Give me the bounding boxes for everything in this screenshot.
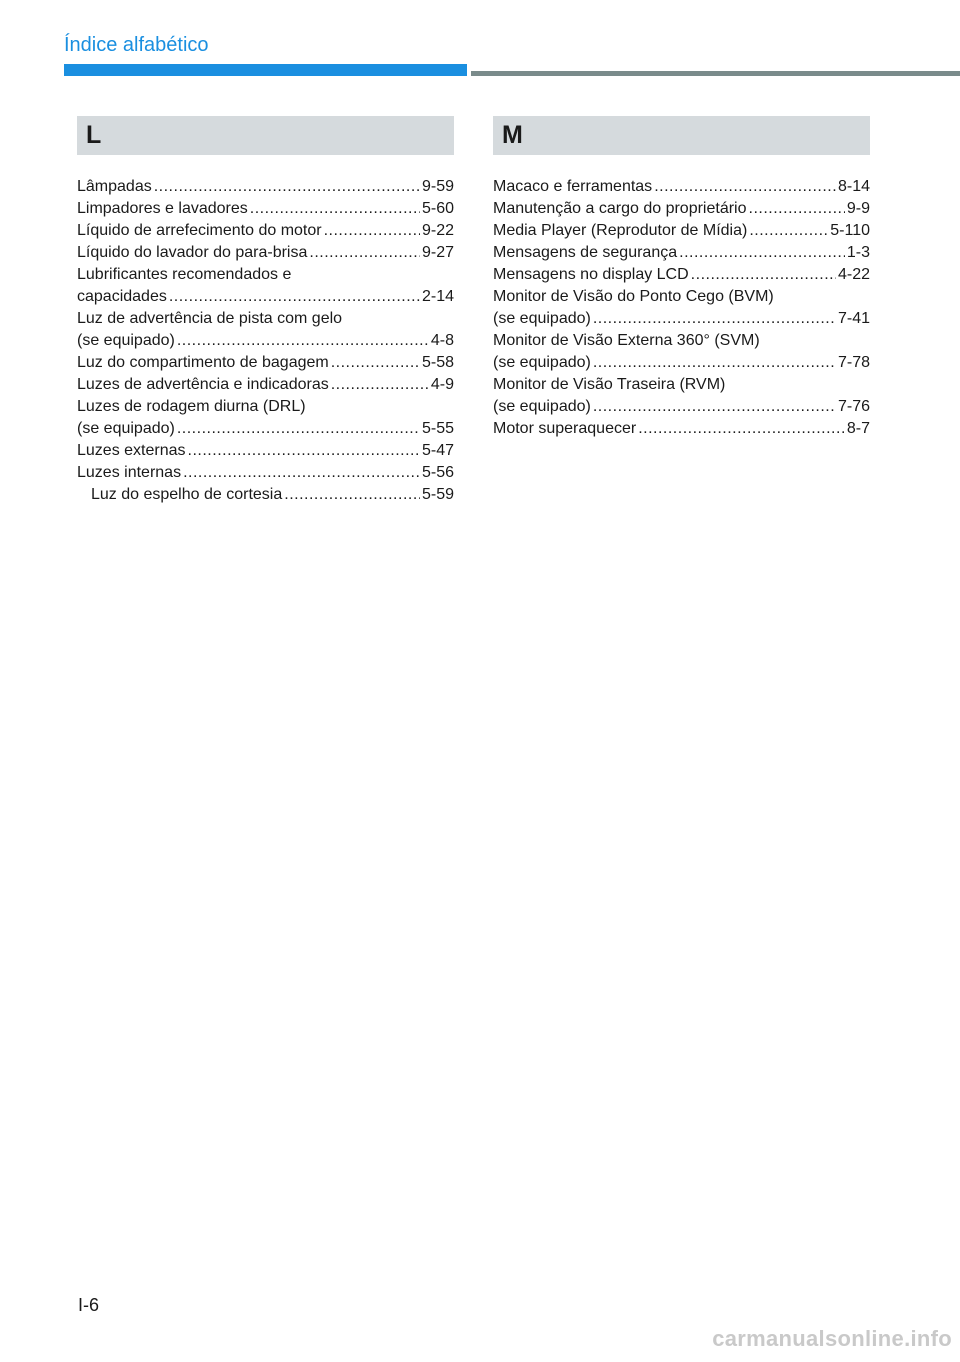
index-entry-multiline[interactable] — [77, 264, 454, 308]
index-entry[interactable] — [493, 418, 870, 440]
entry-page: 7-76 — [837, 398, 870, 415]
entry-name: Luz do espelho de cortesia — [91, 486, 283, 503]
entry-name: capacidades — [77, 288, 167, 305]
entry-name-line1: Monitor de Visão Traseira (RVM) — [493, 376, 726, 393]
entry-page: 5-55 — [421, 420, 454, 437]
entry-name: Líquido do lavador do para-brisa — [77, 244, 308, 261]
section-l — [77, 116, 454, 506]
entry-name: Limpadores e lavadores — [77, 200, 248, 217]
leader-dots — [331, 352, 420, 374]
entry-name: Líquido de arrefecimento do motor — [77, 222, 322, 239]
entry-name: (se equipado) — [493, 354, 591, 371]
header-rule-accent — [64, 64, 467, 76]
entry-page: 1-3 — [846, 244, 870, 261]
leader-dots — [638, 418, 845, 440]
entry-name: Lâmpadas — [77, 178, 152, 195]
leader-dots — [309, 242, 420, 264]
index-entries-m — [493, 176, 870, 440]
section-heading-l — [77, 116, 454, 155]
index-entry[interactable] — [77, 176, 454, 198]
index-entries-l — [77, 176, 454, 506]
section-heading-m — [493, 116, 870, 155]
entry-page: 5-58 — [421, 354, 454, 371]
index-entry[interactable] — [77, 198, 454, 220]
header-rule — [471, 71, 960, 76]
header-title: Índice alfabético — [64, 34, 209, 56]
watermark: carmanualsonline.info — [712, 1326, 952, 1351]
section-letter: L — [86, 121, 102, 149]
entry-page: 2-14 — [421, 288, 454, 305]
leader-dots — [169, 286, 420, 308]
index-entry[interactable] — [77, 440, 454, 462]
entry-page: 4-8 — [430, 332, 454, 349]
entry-page: 5-110 — [830, 222, 870, 239]
section-m — [493, 116, 870, 440]
entry-page: 4-9 — [430, 376, 454, 393]
entry-page: 7-41 — [837, 310, 870, 327]
entry-page: 5-60 — [421, 200, 454, 217]
index-entry[interactable] — [493, 264, 870, 286]
leader-dots — [177, 418, 420, 440]
leader-dots — [679, 242, 845, 264]
leader-dots — [749, 220, 828, 242]
index-entry[interactable] — [493, 220, 870, 242]
entry-page: 8-14 — [837, 178, 870, 195]
entry-name: Macaco e ferramentas — [493, 178, 653, 195]
entry-page: 5-59 — [421, 486, 454, 503]
entry-name: Media Player (Reprodutor de Mídia) — [493, 222, 748, 239]
leader-dots — [183, 462, 420, 484]
leader-dots — [188, 440, 420, 462]
leader-dots — [593, 396, 836, 418]
entry-name: Manutenção a cargo do proprietário — [493, 200, 747, 217]
index-entry-multiline[interactable] — [77, 396, 454, 440]
entry-page: 9-9 — [846, 200, 870, 217]
entry-page: 5-47 — [421, 442, 454, 459]
entry-page: 9-22 — [421, 222, 454, 239]
entry-name: (se equipado) — [493, 398, 591, 415]
entry-name: (se equipado) — [77, 420, 175, 437]
entry-name: Luz do compartimento de bagagem — [77, 354, 329, 371]
leader-dots — [284, 484, 420, 506]
leader-dots — [324, 220, 420, 242]
leader-dots — [331, 374, 429, 396]
leader-dots — [654, 176, 836, 198]
entry-page: 9-59 — [421, 178, 454, 195]
index-entry[interactable] — [493, 242, 870, 264]
index-entry-multiline[interactable] — [493, 374, 870, 418]
entry-name-line1: Luzes de rodagem diurna (DRL) — [77, 398, 306, 415]
leader-dots — [593, 352, 836, 374]
entry-name-line1: Lubrificantes recomendados e — [77, 266, 292, 283]
entry-name-line1: Monitor de Visão do Ponto Cego (BVM) — [493, 288, 774, 305]
leader-dots — [250, 198, 420, 220]
leader-dots — [154, 176, 420, 198]
entry-page: 9-27 — [421, 244, 454, 261]
leader-dots — [749, 198, 845, 220]
entry-name: Mensagens de segurança — [493, 244, 678, 261]
entry-name: Luzes de advertência e indicadoras — [77, 376, 329, 393]
index-entry[interactable] — [77, 242, 454, 264]
index-subentry[interactable] — [77, 484, 454, 506]
entry-page: 7-78 — [837, 354, 870, 371]
entry-page: 4-22 — [837, 266, 870, 283]
leader-dots — [177, 330, 429, 352]
entry-name: (se equipado) — [493, 310, 591, 327]
index-entry-multiline[interactable] — [493, 286, 870, 330]
index-entry[interactable] — [493, 176, 870, 198]
index-entry[interactable] — [77, 220, 454, 242]
entry-name-line1: Luz de advertência de pista com gelo — [77, 310, 343, 327]
index-entry[interactable] — [493, 198, 870, 220]
index-entry-multiline[interactable] — [77, 308, 454, 352]
index-entry-multiline[interactable] — [493, 330, 870, 374]
entry-name: Luzes externas — [77, 442, 186, 459]
entry-page: 8-7 — [846, 420, 870, 437]
page-number: I-6 — [78, 1295, 100, 1315]
entry-name: Motor superaquecer — [493, 420, 637, 437]
entry-name: Luzes internas — [77, 464, 182, 481]
entry-page: 5-56 — [421, 464, 454, 481]
entry-name-line1: Monitor de Visão Externa 360° (SVM) — [493, 332, 760, 349]
leader-dots — [691, 264, 836, 286]
index-entry[interactable] — [77, 374, 454, 396]
leader-dots — [593, 308, 836, 330]
section-letter: M — [502, 121, 523, 149]
entry-name: Mensagens no display LCD — [493, 266, 689, 283]
index-entry[interactable] — [77, 352, 454, 374]
entry-name: (se equipado) — [77, 332, 175, 349]
index-entry[interactable] — [77, 462, 454, 484]
